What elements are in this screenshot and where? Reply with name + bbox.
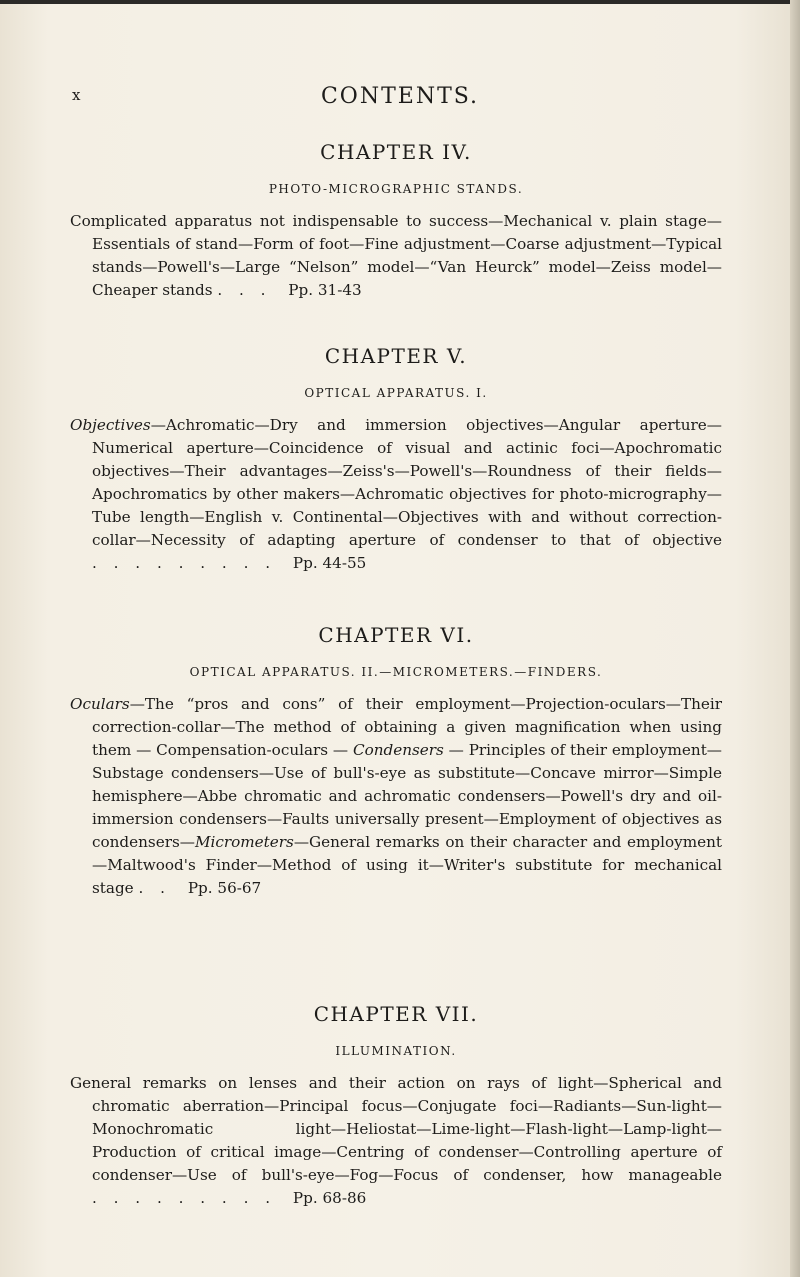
summary-lead: Objectives — [70, 416, 151, 434]
chapter-subtitle: PHOTO-MICROGRAPHIC STANDS. — [268, 182, 524, 196]
page-range: Pp. 31-43 — [288, 281, 362, 299]
chapter-iv — [70, 140, 722, 302]
chapter-title: CHAPTER IV. — [320, 140, 472, 164]
chapter-summary: Objectives—Achromatic—Dry and immersion objectives—Angular aperture—Numerical aperture—Coincidence of visual and actinic foci—Apochromatic objectives—Their advantages—Zeiss's—Powell's—Roundness of their fields—Apochromatics by other makers—Achromatic objectives for photo-micrography—Tube length—English v. Continental—Objectives with and without correction-collar—Necessity of adapting aperture of condenser to that of objective . . . . . . . . . Pp. 44-55 — [70, 416, 722, 572]
running-head: CONTENTS. — [320, 84, 480, 109]
summary-italic: Micrometers — [194, 833, 294, 851]
summary-text: —Achromatic—Dry and immersion objectives—Angular aperture—Numerical aperture—Coincidence of visual and actinic foci—Apochromatic objectives—Their advantages—Zeiss's—Powell's—Roundness of their fields—Apochromatics by other makers—Achromatic objectives for photo-micrography—Tube length—English v. Continental—Objectives with and without correction-collar—Necessity of adapting aperture of condenser to that of objective — [92, 416, 722, 549]
chapter-summary: Complicated apparatus not indispensable to success—Mechanical v. plain stage—Essentials of stand—Form of foot—Fine adjustment—Coarse adjustment—Typical stands—Powell's—Large “Nelson” model—“Van Heurck” model—Zeiss model—Cheaper stands . . . Pp. 31-43 — [70, 212, 722, 299]
summary-text: — Principles of their employment—Substage condensers—Use of bull's-eye as substitute—Concave mirror—Simple hemisphere—Abbe chromatic and achromatic condensers—Powell's dry and oil-immersion condensers—Faults universally present—Employment of objectives as condensers— — [92, 741, 722, 851]
chapter-title: CHAPTER VII. — [313, 1002, 479, 1026]
summary-text: Complicated apparatus not indispensable to success—Mechanical v. plain stage—Essentials of stand—Form of foot—Fine adjustment—Coarse adjustment—Typical stands—Powell's—Large “Nelson” model—“Van Heurck” model—Zeiss model—Cheaper stands — [70, 212, 722, 299]
summary-text: —The “pros and cons” of their employment—Projection-oculars—Their correction-collar—The method of obtaining a given magnification when using them — Compensation-oculars — — [92, 695, 722, 759]
chapter-subtitle: OPTICAL APPARATUS. II.—MICROMETERS.—FINDERS. — [189, 665, 603, 679]
summary-text: General remarks on lenses and their action on rays of light—Spherical and chromatic aberration—Principal focus—Conjugate foci—Radiants—Sun-light—Monochromatic light—Heliostat—Lime-light—Flash-light—Lamp-light—Production of critical image—Centring of condenser—Controlling aperture of condenser—Use of bull's-eye—Fog—Focus of condenser, how manageable — [70, 1074, 722, 1184]
summary-lead: Oculars — [70, 695, 130, 713]
chapter-title: CHAPTER V. — [324, 344, 468, 368]
top-border — [0, 0, 800, 4]
page-range: Pp. 56-67 — [187, 879, 262, 897]
page-range: Pp. 44-55 — [292, 554, 367, 572]
chapter-title: CHAPTER VI. — [318, 623, 474, 647]
chapter-vii — [70, 1002, 722, 1210]
summary-text: —General remarks on their character and employment—Maltwood's Finder—Method of using it—Writer's substitute for mechanical stage — [92, 833, 722, 897]
chapter-vi — [70, 623, 722, 900]
page-range: Pp. 68-86 — [292, 1189, 367, 1207]
summary-italic: Condensers — [352, 741, 444, 759]
chapter-subtitle: ILLUMINATION. — [335, 1044, 457, 1058]
chapter-v — [70, 344, 722, 575]
chapter-subtitle: OPTICAL APPARATUS. I. — [304, 386, 488, 400]
chapter-summary: General remarks on lenses and their action on rays of light—Spherical and chromatic aberration—Principal focus—Conjugate foci—Radiants—Sun-light—Monochromatic light—Heliostat—Lime-light—Flash-light—Lamp-light—Production of critical image—Centring of condenser—Controlling aperture of condenser—Use of bull's-eye—Fog—Focus of condenser, how manageable . . . . . . . . . Pp. 68-86 — [70, 1074, 722, 1207]
chapter-summary: Oculars—The “pros and cons” of their employment—Projection-oculars—Their correction-collar—The method of obtaining a given magnification when using them — Compensation-oculars — Condensers — Principles of their employment—Substage condensers—Use of bull's-eye as substitute—Concave mirror—Simple hemisphere—Abbe chromatic and achromatic condensers—Powell's dry and oil-immersion condensers—Faults universally present—Employment of objectives as condensers—Micrometers—General remarks on their character and employment—Maltwood's Finder—Method of using it—Writer's substitute for mechanical stage . . Pp. 56-67 — [70, 695, 722, 897]
page-number: x — [72, 86, 82, 104]
page-edge — [790, 0, 800, 1277]
